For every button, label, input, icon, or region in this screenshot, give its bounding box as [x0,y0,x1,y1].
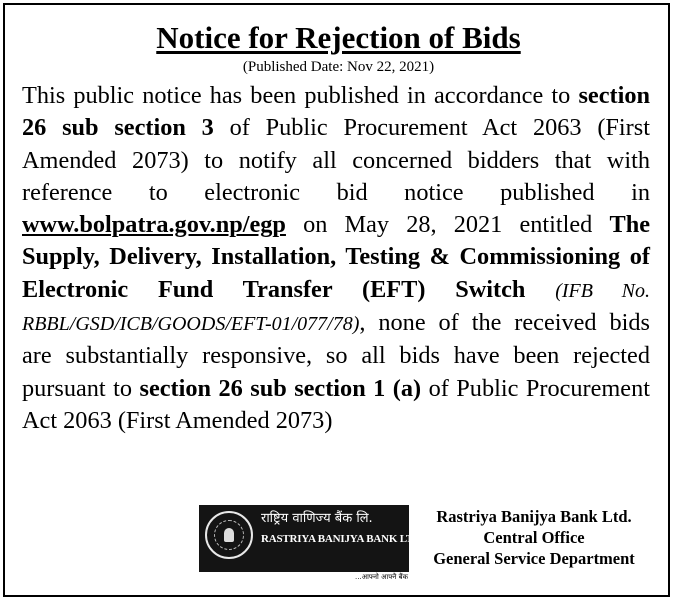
signature-block [408,506,660,569]
body-text-6: of Public Procurement Act 2063 (First Amended 2073) [22,374,650,434]
body-text-1: This public notice has been published in accordance to [22,82,579,109]
logo-tagline: ...आफ्नो आफ्नै बैंक [355,573,408,581]
signature-org: Rastriya Banijya Bank Ltd. [436,507,632,526]
legal-reference-2: section 26 sub section 1 (a) [139,374,422,402]
bank-logo [199,505,424,572]
bolpatra-link[interactable]: www.bolpatra.gov.np/egp [22,211,286,239]
notice-body [22,80,650,437]
bank-emblem-icon [205,511,253,559]
notice-title: Notice for Rejection of Bids [156,20,521,55]
signature-department: General Service Department [433,549,635,568]
signature-office: Central Office [483,528,585,547]
body-text-4 [525,276,555,303]
emblem-center [224,528,234,542]
body-text-2: of Public Procurement Act 2063 (First Amended 2073) to notify all concerned bidders that with reference to electronic bid notice published in [22,114,650,206]
logo-name-english: RASTRIYA BANIJYA BANK LTD. [261,533,424,545]
body-text-5: , none of the received bids are substantially responsive, so all bids have been rejected pursuant to [22,309,650,402]
project-title: The Supply, Delivery, Installation, Testing & Commissioning of Electronic Fund Transfer (EFT) Switch [22,211,650,303]
logo-name-nepali: राष्ट्रिय वाणिज्य बैंक लि. [261,511,373,526]
body-text-3: on May 28, 2021 entitled [285,211,610,239]
ifb-reference: (IFB No. RBBL/GSD/ICB/GOODS/EFT-01/077/78) [22,279,651,336]
legal-reference-1: section 26 sub section 3 [22,82,650,142]
published-date: (Published Date: Nov 22, 2021) [242,59,435,75]
